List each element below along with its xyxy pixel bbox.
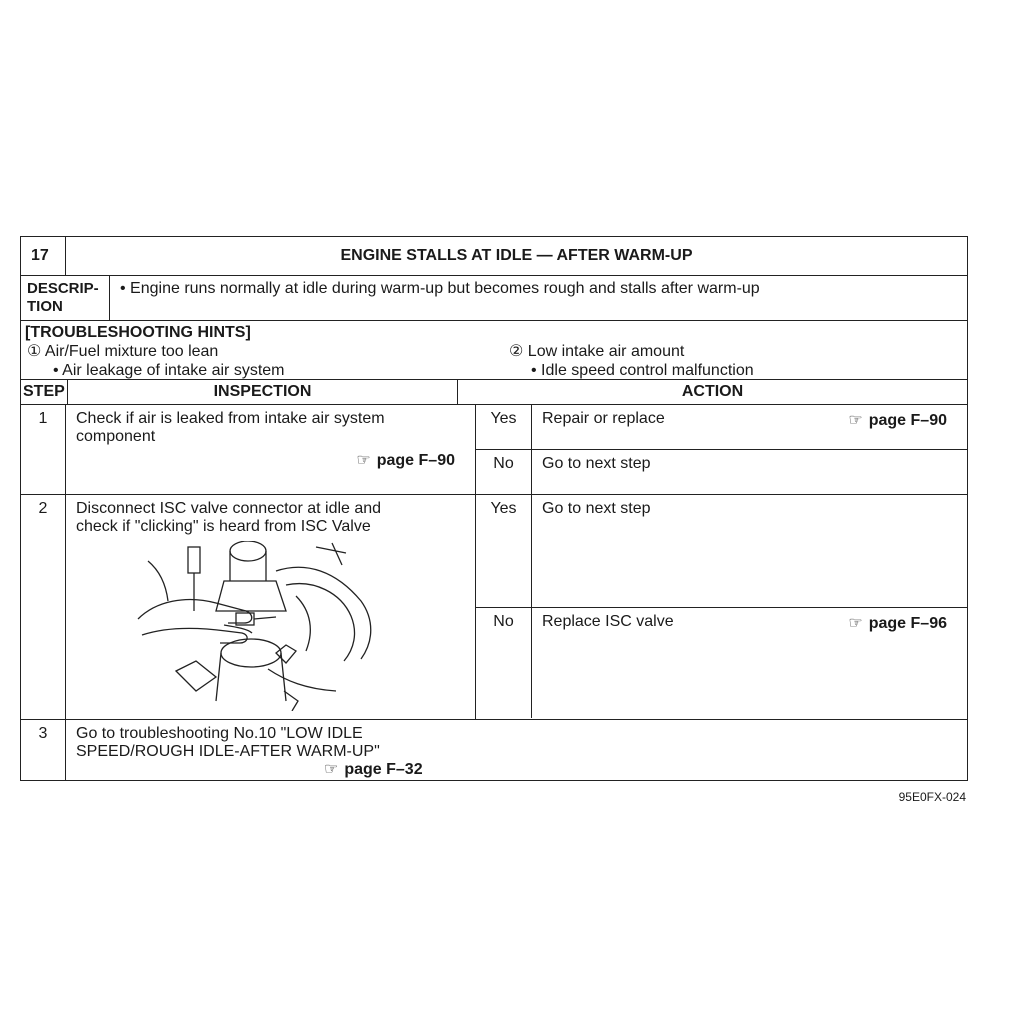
step-row-1 <box>21 404 967 494</box>
step-inspection <box>65 495 475 719</box>
page-reference-text: page F–32 <box>344 761 423 778</box>
pointing-hand-icon: ☞ <box>848 615 863 632</box>
description-label-line1: DESCRIP- <box>27 280 99 297</box>
page-reference <box>848 613 947 633</box>
no-branch <box>476 607 967 718</box>
column-header-row <box>21 379 967 404</box>
troubleshooting-hints <box>21 321 967 379</box>
action-column-header: ACTION <box>457 380 967 404</box>
page-reference-text: page F–96 <box>868 615 947 632</box>
page-reference-text: page F–90 <box>868 412 947 429</box>
yes-branch <box>476 405 967 449</box>
pointing-hand-icon: ☞ <box>324 761 339 778</box>
no-label: No <box>493 455 514 472</box>
step-action-area <box>475 495 967 719</box>
no-branch <box>476 449 967 494</box>
table-header-row <box>21 237 967 275</box>
page-reference <box>356 452 455 470</box>
step-number: 3 <box>38 725 48 742</box>
inspection-line2: component <box>76 428 156 445</box>
step-action-area <box>475 405 967 494</box>
step-number: 1 <box>38 410 48 427</box>
inspection-line2: check if "clicking" is heard from ISC Valve <box>76 518 371 535</box>
yes-label: Yes <box>490 500 517 517</box>
yes-action: Go to next step <box>531 495 967 607</box>
hint-1-sub: • Air leakage of intake air system <box>53 362 285 379</box>
inspection-column-header: INSPECTION <box>67 380 457 404</box>
step-row-3 <box>21 719 967 780</box>
troubleshooting-number: 17 <box>31 247 49 264</box>
step-inspection <box>65 405 475 494</box>
hint-2-main: ② Low intake air amount <box>509 343 685 360</box>
step-number: 2 <box>38 500 48 517</box>
yes-action-text: Repair or replace <box>542 410 665 427</box>
pointing-hand-icon: ☞ <box>848 412 863 429</box>
page-reference <box>324 761 423 779</box>
yes-branch <box>476 495 967 607</box>
description-label-line2: TION <box>27 298 63 315</box>
figure-code: 95E0FX-024 <box>898 790 966 804</box>
no-label: No <box>493 613 514 630</box>
description-text: • Engine runs normally at idle during warm-up but becomes rough and stalls after warm-up <box>109 276 967 320</box>
troubleshooting-title: ENGINE STALLS AT IDLE — AFTER WARM-UP <box>65 237 967 275</box>
step-row-2 <box>21 494 967 719</box>
step-inspection <box>65 720 967 780</box>
hint-2-sub: • Idle speed control malfunction <box>531 362 754 379</box>
hint-1 <box>27 342 284 380</box>
page-reference <box>848 410 947 430</box>
inspection-line1: Disconnect ISC valve connector at idle and <box>76 500 382 517</box>
inspection-line2: SPEED/ROUGH IDLE-AFTER WARM-UP" <box>76 743 380 760</box>
page-reference-text: page F–90 <box>376 452 455 469</box>
step-column-header: STEP <box>23 383 65 400</box>
hints-title: [TROUBLESHOOTING HINTS] <box>25 324 251 341</box>
description-label <box>21 276 109 320</box>
no-action <box>531 608 967 718</box>
pointing-hand-icon: ☞ <box>356 452 371 469</box>
no-action: Go to next step <box>531 450 967 494</box>
isc-valve-illustration <box>136 541 376 711</box>
yes-label: Yes <box>490 410 517 427</box>
inspection-line1: Go to troubleshooting No.10 "LOW IDLE <box>76 725 363 742</box>
description-row <box>21 275 967 320</box>
troubleshooting-table <box>20 236 968 781</box>
yes-action <box>531 405 967 449</box>
hint-2 <box>509 342 754 380</box>
hint-1-main: ① Air/Fuel mixture too lean <box>27 343 219 360</box>
no-action-text: Replace ISC valve <box>542 613 674 630</box>
inspection-line1: Check if air is leaked from intake air system <box>76 410 385 427</box>
hints-row <box>21 320 967 379</box>
